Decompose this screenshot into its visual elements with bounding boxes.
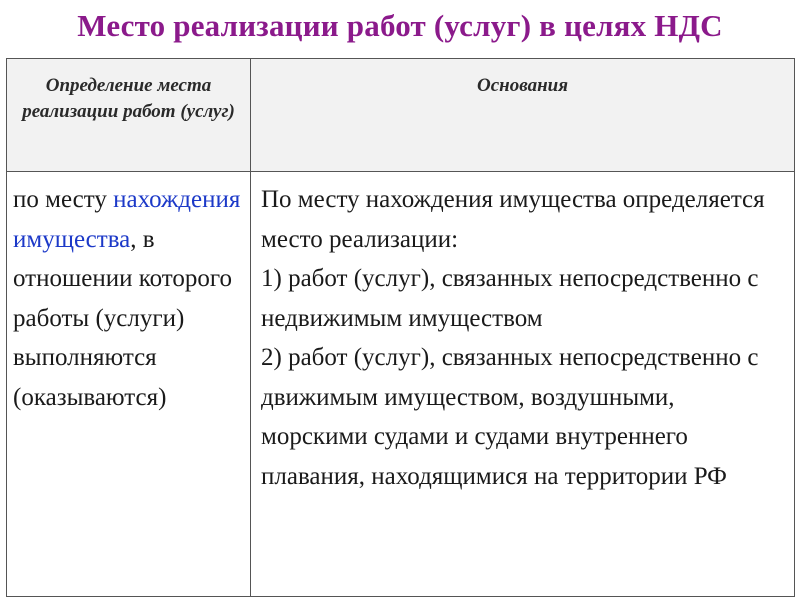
cell-grounds-text bbox=[251, 172, 794, 496]
grounds-item-1: 1) работ (услуг), связанных непосредственно с недвижимым имуществом bbox=[261, 265, 759, 332]
header-grounds-text: Основания bbox=[477, 75, 568, 96]
grounds-intro: По месту нахождения имущества определяется место реализации: bbox=[261, 186, 765, 253]
definition-highlight: нахождения имущества bbox=[13, 186, 241, 253]
header-grounds bbox=[251, 59, 795, 172]
table-header-row bbox=[7, 59, 795, 172]
table-row bbox=[7, 172, 795, 597]
grounds-item-2: 2) работ (услуг), связанных непосредственно с движимым имуществом, воздушными, морскими судами и судами внутреннего плавания, находящимися на территории РФ bbox=[261, 344, 759, 490]
header-definition bbox=[7, 59, 251, 172]
cell-grounds bbox=[251, 172, 795, 597]
slide-title: Место реализации работ (услуг) в целях НДС bbox=[77, 8, 723, 43]
vat-place-table bbox=[6, 58, 795, 597]
definition-suffix: , в отношении которого работы (услуги) выполняются (оказываются) bbox=[13, 225, 232, 411]
cell-definition-text bbox=[7, 172, 250, 417]
definition-prefix: по месту bbox=[13, 186, 107, 213]
cell-definition bbox=[7, 172, 251, 597]
header-definition-text: Определение места реализации работ (услуг) bbox=[22, 75, 235, 122]
